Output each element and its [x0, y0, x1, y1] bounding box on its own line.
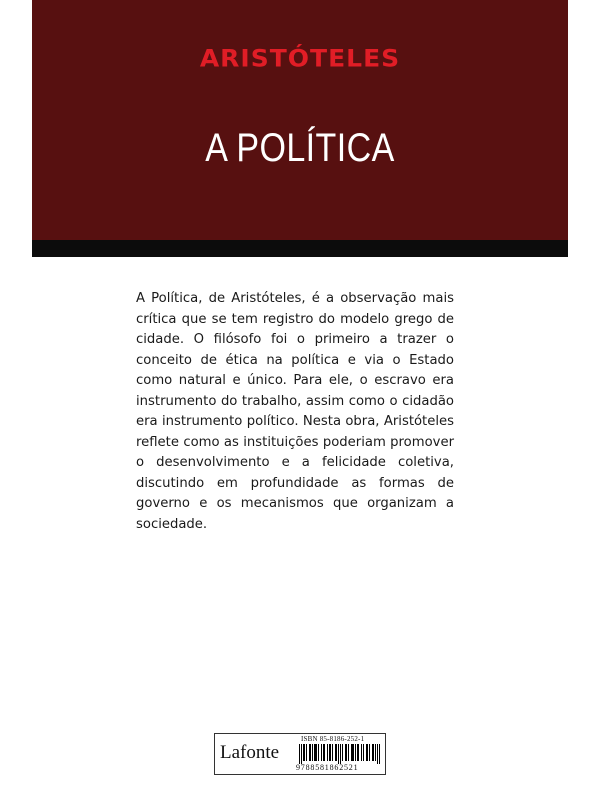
barcode-icon [299, 744, 381, 764]
cover-divider-band [32, 240, 568, 257]
ean-number: 9788581862521 [296, 763, 359, 772]
cover-header-panel [32, 0, 568, 240]
publisher-logo: Lafonte [220, 742, 280, 763]
author-name: ARISTÓTELES [199, 44, 401, 73]
back-cover-blurb: A Política, de Aristóteles, é a observação mais crítica que se tem registro do modelo grego de cidade. O filósofo foi o primeiro a trazer o conceito de ética na política e via o Estado como natural e único. Para ele, o escravo era instrumento do trabalho, assim como o cidadão era instrumento político. Nesta obra, Aristóteles reflete como as instituições poderiam promover o desenvolvimento e a felicidade coletiva, discutindo em profundidade as formas de governo e os mecanismos que organizam a sociedade. [136, 291, 454, 532]
book-title: A POLÍTICA [205, 126, 395, 170]
isbn-label: ISBN 85-8186-252-1 [301, 735, 365, 743]
